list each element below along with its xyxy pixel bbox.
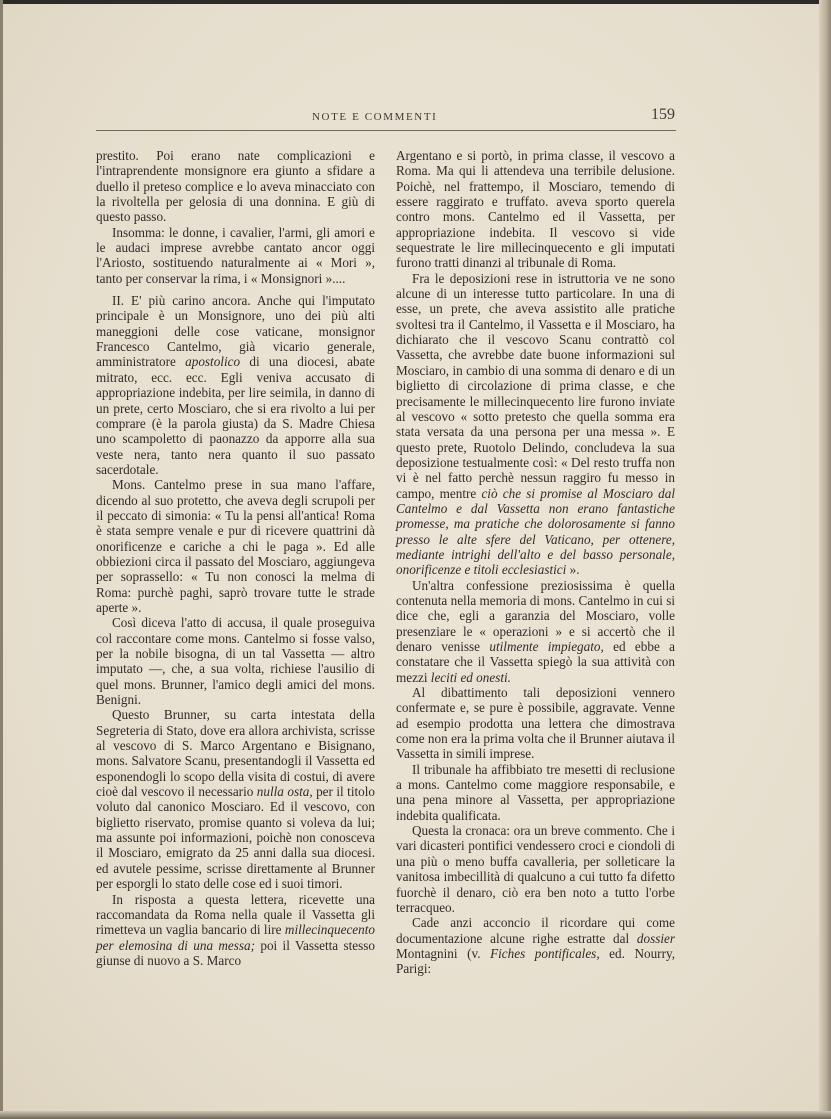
left-column — [96, 148, 375, 968]
page-left-edge — [0, 0, 3, 1119]
text-run: Questo Brunner, su carta intestata della Segreteria di Stato, dove era allora archivista, scrisse al vescovo di S. Marco Argentano e Bisignano, mons. Salvatore Scanu, presentandogli il Vassetta ed esponendogli lo scopo della visita di costui, di avere cioè dal vescovo il necessario — [96, 707, 375, 800]
paragraph: Al dibattimento tali deposizioni vennero confermate e, se pure è possibile, aggravate. Venne ad esempio prodotta una lettera che dimostrava come non era la prima volta che il Brunner aiutava il Vassetta in simili imprese. — [396, 685, 675, 762]
paragraph: Così diceva l'atto di accusa, il quale proseguiva col raccontare come mons. Cantelmo si fosse valso, per la nobile bisogna, di un tal Vassetta — altro imputato —, che, a sua volta, richiese l'ausilio di quel mons. Brunner, l'amico degli amici del mons. Benigni. — [96, 615, 375, 708]
italic-text: utilmente impiegato, — [489, 639, 604, 654]
paragraph: Argentano e si portò, in prima classe, il vescovo a Roma. Ma qui li attendeva una terribile delusione. Poichè, nel frattempo, il Mosciaro, temendo di essere raggirato e truffato. aveva sporto querela contro mons. Cantelmo ed il Vassetta, per appropriazione indebita. Il vescovo si vide sequestrate le lire millecinquecento e gli imputati furono tratti dinanzi al tribunale di Roma. — [396, 148, 675, 271]
paragraph: prestito. Poi erano nate complicazioni e l'intraprendente monsignore era giunto a sfidare a duello il preteso complice e lo aveva minacciato con la rivoltella per gelosia di una donnina. E giù di questo passo. — [96, 148, 375, 225]
text-run: poi il Vassetta stesso giunse di nuovo a S. Marco — [96, 937, 375, 968]
text-run: Montagnini (v. — [396, 945, 491, 961]
italic-text: dossier — [636, 930, 675, 946]
italic-text: leciti ed onesti. — [430, 669, 511, 685]
paragraph — [396, 578, 675, 685]
paragraph — [96, 892, 375, 969]
running-head: NOTE E COMMENTI — [312, 111, 438, 123]
paragraph: Questa la cronaca: ora un breve commento. Che i vari dicasteri pontifici vendessero croci e ciondoli di una più o meno buffa cavalleria, per solleticare la vanitosa imbecillità di qualcuno a cui tutto fa difetto fuorchè il denaro, ciò era ben noto a tutto l'orbe terracqueo. — [396, 823, 675, 915]
text-run: di una diocesi, abate mitrato, ecc. ecc. Egli veniva accusato di appropriazione indebita, per lire seimila, in danno di un prete, certo Mosciaro, che si era rivolto a lui per comprare (è la parola giusta) da S. Madre Chiesa uno scampoletto di paonazzo da apporre alla sua veste nera, tanto nera quanto il suo passato sacerdotale. — [96, 354, 375, 477]
paragraph: Insomma: le donne, i cavalier, l'armi, gli amori e le audaci imprese avrebbe cantato ancor oggi l'Ariosto, sostituendo naturalmente ai « Mori », tanto per conservar la rima, i « Monsignori ».... — [96, 224, 375, 286]
italic-text: Fiches pontificales, — [490, 945, 600, 961]
paragraph — [396, 915, 675, 976]
text-run: In risposta a questa lettera, ricevette una raccomandata da Roma nella quale il Vassetta gli rimetteva un vaglia bancario di lire — [96, 891, 375, 938]
page-bottom-edge — [0, 1111, 831, 1119]
paragraph — [96, 293, 375, 477]
paragraph — [96, 707, 375, 891]
header-rule — [96, 130, 676, 131]
paragraph: Mons. Cantelmo prese in sua mano l'affare, dicendo al suo protetto, che aveva degli scrupoli per il peccato di simonia: « Tu la pensi all'antica! Roma è stata sempre venale e pur di ricevere quattrini dà onorificenze e cariche a chi le paga ». Ed alle obbiezioni circa il passato del Mosciaro, aggiungeva per soprassello: « Tu non conosci la melma di Roma: purchè paghi, saprò trovare tutte le strade aperte ». — [96, 477, 375, 615]
italic-text: millecinquecento per elemosina di una messa; — [96, 922, 375, 953]
page-top-edge — [0, 0, 831, 4]
text-run: Fra le deposizioni rese in istruttoria ve ne sono alcune di un interesse tutto particolare. In una di esse, un prete, che aveva assistito alle pratiche svoltesi tra il Cantelmo, il Vassetta e il Mosciaro, ha dichiarato che il vescovo Scanu contrattò col Vassetta, che avrebbe date buone informazioni sul Mosciaro, in cambio di una somma di denaro e di un biglietto di circolazione di prima classe, e che precisamente le millecinquecento lire furono inviate al vescovo « sotto pretesto che quella somma era stata versata da una persona per una messa ». E questo prete, Ruotolo Delindo, concludeva la sua deposizione testualmente così: « Del resto truffa non vi è nel fatto perchè nessun raggiro fu messo in campo, mentre — [396, 270, 675, 501]
text-run: ». — [566, 562, 580, 578]
italic-text: nulla osta, — [256, 784, 313, 800]
paragraph — [396, 271, 675, 578]
text-run: per il titolo voluto dal canonico Mosciaro. Ed il vescovo, con biglietto riservato, promise quanto si voleva da lui; ma assunte poi informazioni, poichè non conosceva il Mosciaro, emigrato da 25 anni dalla sua diocesi. ed avutele pessime, scrisse direttamente al Brunner per esporgli lo stato delle cose ed i suoi timori. — [96, 784, 375, 892]
paragraph: Il tribunale ha affibbiato tre mesetti di reclusione a mons. Cantelmo come maggiore responsabile, e una pena minore al Vassetta, per appropriazione indebita qualificata. — [396, 761, 675, 823]
text-run: ed. Nourry, Parigi: — [396, 945, 676, 977]
italic-text: ciò che si promise al Mosciaro dal Cantelmo e dal Vassetta non erano fantastiche promesse, ma pratiche che dolorosamente si fanno presso le alte sfere del Vaticano, per ottenere, mediante intrighi dell'alto e del basso personale, onorificenze e titoli ecclesiastici — [396, 485, 675, 578]
text-run: ed ebbe a constatare che il Vassetta spiegò la sua attività con mezzi — [396, 639, 675, 685]
text-run: II. E' più carino ancora. Anche qui l'imputato principale è un Monsignore, uno dei più alti maneggioni delle cose vaticane, monsignor Francesco Cantelmo, già vicario generale, amministratore — [96, 293, 375, 370]
page-right-edge — [819, 0, 831, 1119]
text-run: Cade anzi acconcio il ricordare qui come documentazione alcune righe estratte dal — [396, 915, 675, 946]
right-column — [396, 148, 675, 977]
text-run: Un'altra confessione preziosissima è quella contenuta nella memoria di mons. Cantelmo in cui si dice che, egli a garanzia del Mosciaro, volle presenziare le « operazioni » e si accertò che il denaro venisse — [396, 577, 675, 654]
page-number: 159 — [651, 106, 675, 123]
italic-text: apostolico — [185, 354, 241, 370]
